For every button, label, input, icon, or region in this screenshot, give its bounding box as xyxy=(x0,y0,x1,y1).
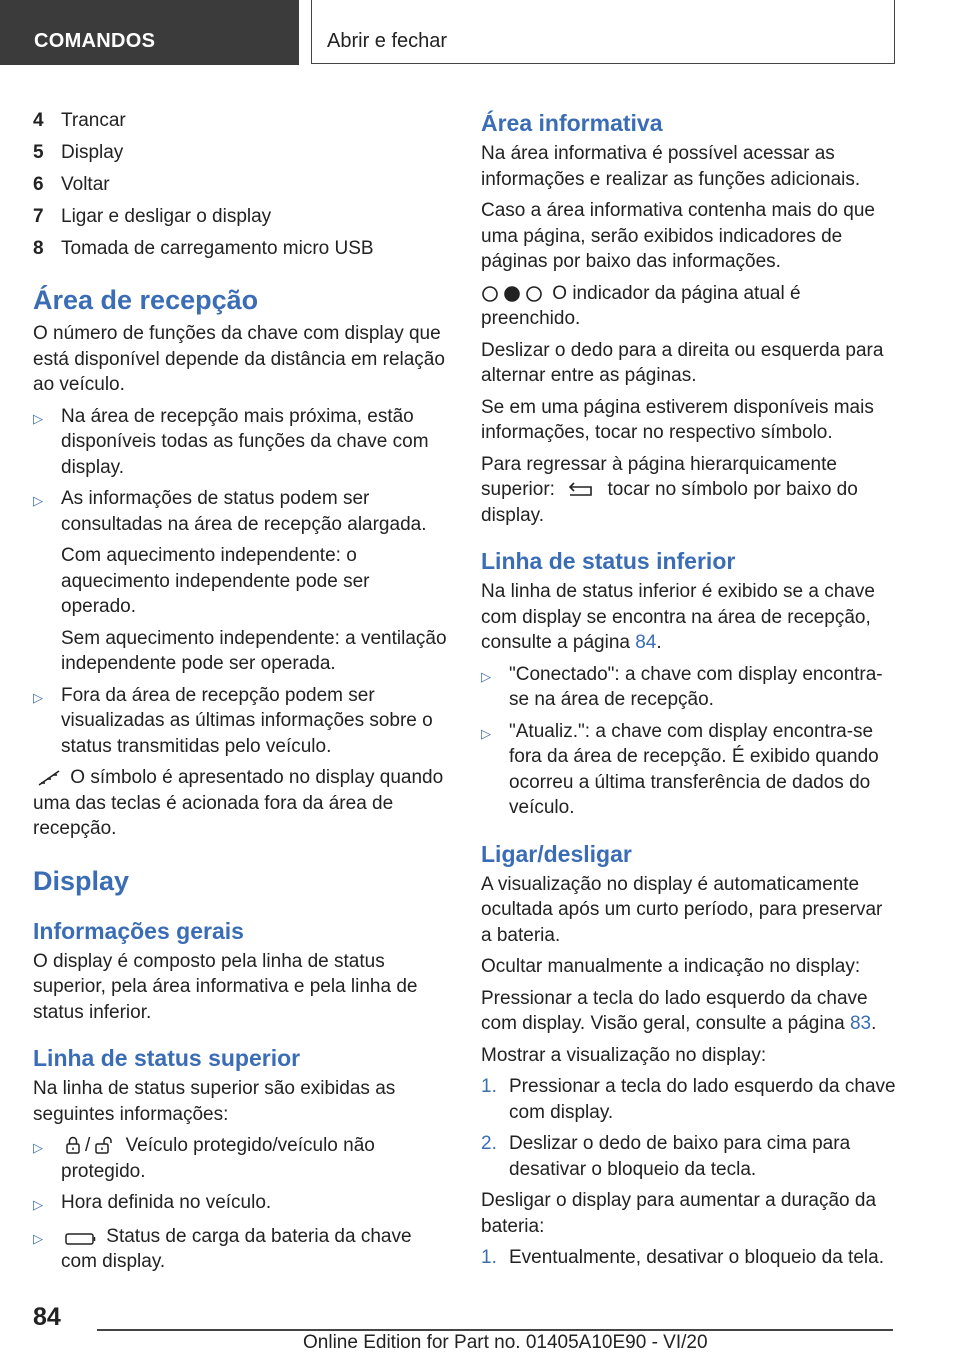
bullet-item xyxy=(481,662,896,713)
para-status-superior: Na linha de status superior são exibidas as seguintes informações: xyxy=(33,1078,396,1125)
header-section: COMANDOS xyxy=(34,30,156,52)
para: Na área informativa é possível acessar as informações e realizar as funções adicionais. xyxy=(481,143,861,190)
triangle-bullet-icon: ▷ xyxy=(33,1197,43,1213)
para-text: Na linha de status inferior é exibido se a chave com display se encontra na área de recepção, consulte a página xyxy=(481,581,875,653)
para-text: . xyxy=(656,632,662,653)
right-column xyxy=(481,108,896,1277)
list-item xyxy=(33,236,448,262)
para-text: . xyxy=(871,1013,877,1034)
para-text: tocar no símbolo por baixo do display. xyxy=(481,479,858,526)
header-title: Abrir e fechar xyxy=(327,30,448,52)
ordered-number: 1. xyxy=(481,1247,497,1268)
footer-edition: Online Edition for Part no. 01405A10E90 - VI/20 xyxy=(303,1332,708,1353)
para-back xyxy=(481,452,896,529)
heading-status-inferior: Linha de status inferior xyxy=(481,548,736,574)
ordered-number: 2. xyxy=(481,1133,497,1154)
item-text: Display xyxy=(61,141,124,163)
page-number: 84 xyxy=(33,1303,61,1331)
triangle-bullet-icon: ▷ xyxy=(33,493,43,509)
heading-ligar-desligar: Ligar/desligar xyxy=(481,840,632,867)
list-item xyxy=(33,172,448,198)
ordered-text: Pressionar a tecla do lado esquerdo da chave com display. xyxy=(509,1076,896,1123)
list-item xyxy=(33,204,448,230)
bullet-content xyxy=(61,1224,448,1275)
item-number: 8 xyxy=(33,237,44,259)
para: Deslizar o dedo para a direita ou esquerda para alternar entre as páginas. xyxy=(481,339,884,386)
bullet-item xyxy=(33,404,448,481)
separator: / xyxy=(85,1135,91,1157)
bullet-item xyxy=(33,1133,448,1184)
para-overview xyxy=(481,986,896,1037)
ordered-text: Eventualmente, desativar o bloqueio da tela. xyxy=(509,1247,884,1268)
para: A visualização no display é automaticamente ocultada após um curto período, para preservar a bateria. xyxy=(481,873,883,946)
para-text: O indicador da página atual é preenchido. xyxy=(481,282,801,329)
triangle-bullet-icon: ▷ xyxy=(33,1230,43,1246)
bullet-item xyxy=(33,1224,448,1275)
bullet-text: Na área de recepção mais próxima, estão disponíveis todas as funções da chave com display. xyxy=(61,405,429,478)
item-number: 7 xyxy=(33,205,44,227)
heading-display: Display xyxy=(33,865,130,896)
triangle-bullet-icon: ▷ xyxy=(33,1140,43,1156)
ordered-item xyxy=(481,1245,896,1271)
header-title-box xyxy=(311,0,895,64)
heading-area-informativa: Área informativa xyxy=(481,110,663,136)
back-arrow-icon xyxy=(566,481,596,499)
lock-open-icon xyxy=(94,1135,116,1155)
bullet-text: As informações de status podem ser consultadas na área de recepção alargada. xyxy=(61,488,427,535)
bullet-text: Hora definida no veículo. xyxy=(61,1192,272,1214)
lock-closed-icon xyxy=(65,1135,81,1155)
bullet-item xyxy=(33,1190,448,1218)
para-page-indicator xyxy=(481,281,896,332)
triangle-bullet-icon: ▷ xyxy=(33,410,43,426)
triangle-bullet-icon: ▷ xyxy=(33,689,43,705)
bullet-content xyxy=(61,1133,448,1184)
item-number: 6 xyxy=(33,173,44,195)
ordered-text: Deslizar o dedo de baixo para cima para desativar o bloqueio da tecla. xyxy=(509,1133,851,1180)
bullet-subtext: Sem aquecimento independente: a ventilação independente pode ser operada. xyxy=(61,627,447,675)
bullet-item xyxy=(481,719,896,821)
bullet-text: "Atualiz.": a chave com display encontra-se fora da área de recepção. É exibido quando ocorreu a última transferência de dados do veículo. xyxy=(509,720,879,818)
para: Ocultar manualmente a indicação no display: xyxy=(481,956,861,977)
heading-recepcao: Área de recepção xyxy=(33,285,259,316)
para-status-inferior xyxy=(481,579,896,656)
item-number: 4 xyxy=(33,110,44,131)
para-info: O display é composto pela linha de status superior, pela área informativa e pela linha de status inferior. xyxy=(33,950,418,1023)
heading-info: Informações gerais xyxy=(33,917,244,944)
ordered-number: 1. xyxy=(481,1076,497,1097)
heading-status-superior: Linha de status superior xyxy=(33,1045,301,1072)
triangle-bullet-icon: ▷ xyxy=(481,668,491,684)
bullet-text: "Conectado": a chave com display encontra-se na área de recepção. xyxy=(509,663,883,710)
triangle-bullet-icon: ▷ xyxy=(481,725,491,741)
ordered-item xyxy=(481,1074,896,1125)
para-simbolo-text: O símbolo é apresentado no display quando uma das teclas é acionada fora da área de recepção. xyxy=(33,767,444,840)
left-column xyxy=(33,108,448,1281)
page-link[interactable]: 83 xyxy=(849,1013,872,1034)
bullet-subtext: Com aquecimento independente: o aquecimento independente pode ser operado. xyxy=(61,545,370,618)
bullet-item xyxy=(33,683,448,760)
bullet-item xyxy=(33,486,448,537)
item-text: Tomada de carregamento micro USB xyxy=(61,237,374,259)
para: Caso a área informativa contenha mais do que uma página, serão exibidos indicadores de páginas por baixo das informações. xyxy=(481,200,875,272)
item-text: Ligar e desligar o display xyxy=(61,205,272,227)
item-number: 5 xyxy=(33,141,44,163)
para: Mostrar a visualização no display: xyxy=(481,1044,767,1066)
footer-divider xyxy=(97,1329,893,1331)
header-section-tab xyxy=(0,0,299,65)
para-text: Para regressar à página hierarquicamente superior: xyxy=(481,453,837,500)
bullet-text: Status de carga da bateria da chave com display. xyxy=(61,1225,412,1273)
item-text: Trancar xyxy=(61,110,126,131)
item-text: Voltar xyxy=(61,173,110,195)
para: Desligar o display para aumentar a duração da bateria: xyxy=(481,1190,877,1237)
para-text: Pressionar a tecla do lado esquerdo da chave com display. Visão geral, consulte a página xyxy=(481,987,868,1034)
bullet-text: Veículo protegido/veículo não protegido. xyxy=(61,1135,375,1182)
ordered-item xyxy=(481,1131,896,1182)
page-indicator-dots-icon xyxy=(481,285,543,303)
list-item xyxy=(33,140,448,166)
list-item xyxy=(33,108,448,134)
para-simbolo xyxy=(33,765,448,842)
para-recepcao: O número de funções da chave com display que está disponível depende da distância em relação ao veículo. xyxy=(33,323,445,396)
battery-icon xyxy=(65,1232,97,1246)
bullet-text: Fora da área de recepção podem ser visualizadas as últimas informações sobre o status transmitidas pelo veículo. xyxy=(61,684,433,757)
page-link[interactable]: 84 xyxy=(635,632,657,653)
para: Se em uma página estiverem disponíveis mais informações, tocar no respectivo símbolo. xyxy=(481,396,874,443)
no-signal-icon xyxy=(37,769,61,787)
